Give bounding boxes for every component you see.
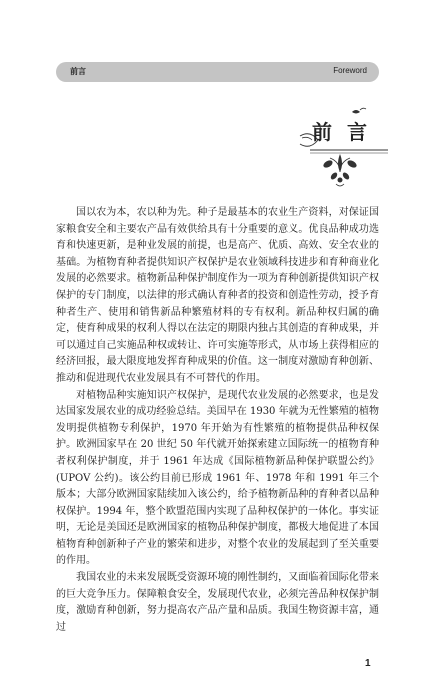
header-chapter-label: 前言 xyxy=(70,67,86,76)
page-number: 1 xyxy=(365,658,371,669)
paragraph: 对植物品种实施知识产权保护，是现代农业发展的必然要求，也是发达国家发展农业的成功经验总结。美国早在 1930 年就为无性繁殖的植物发明提供植物专利保护，1970 年开始为有性繁殖的植物提供品种权保护。欧洲国家早在 20 世纪 50 年代就开始探索建立国际统一的植物育种者权利保护制度，并于 1961 年达成《国际植物新品种保护联盟公约》(UPOV 公约)。该公约目前已形成 1961 年、1978 年和 1991 年三个版本；大部分欧洲国家陆续加入该公约，给予植物新品种的育种者以品种权保护。1994 年，整个欧盟范围内实现了品种权保护的一体化。事实证明，无论是美国还是欧洲国家的植物品种保护制度，都极大地促进了本国植物育种创新种子产业的繁荣和进步，对整个农业的发展起到了至关重要的作用。 xyxy=(56,389,379,567)
paragraph: 国以农为本，农以种为先。种子是最基本的农业生产资料，对保证国家粮食安全和主要农产品有效供给具有十分重要的意义。优良品种成功选育和快速更新，是种业发展的前提，也是高产、优质、高效、安全农业的基础。为植物育种者提供知识产权保护是农业领域科技进步和育种商业化发展的必然要求。植物新品种保护制度作为一项为育种创新提供知识产权保护的专门制度，以法律的形式确认育种者的投资和创造性劳动，授予育种者生产、使用和销售新品种繁殖材料的专有权利。新品种权归属的确定，使育种成果的权利人得以在法定的期限内独占其创造的育种成果，并可以通过自己实施品种权或转让、许可实施等形式，从市场上获得相应的经济回报，最大限度地发挥育种成果的价值。这一制度对激励育种创新、推动和促进现代农业发展具有不可替代的作用。 xyxy=(56,207,379,384)
running-header xyxy=(56,62,379,82)
page-title: 前 言 xyxy=(312,120,371,144)
body-text xyxy=(56,205,379,636)
paragraph: 我国农业的未来发展既受资源环境的刚性制约，又面临着国际化带来的巨大竞争压力。保障粮食安全，发展现代农业，必须完善品种权保护制度，激励育种创新，努力提高农产品产量和品质。我国生物资源丰富，通过 xyxy=(56,572,379,633)
header-english-label: Foreword xyxy=(333,66,367,75)
